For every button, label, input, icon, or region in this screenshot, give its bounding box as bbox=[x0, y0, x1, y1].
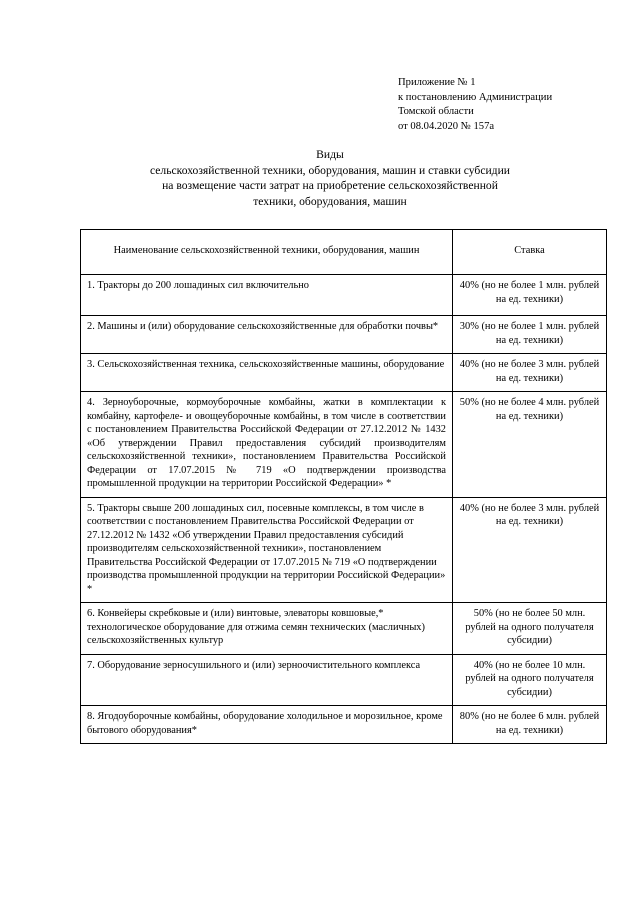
table-row bbox=[81, 497, 607, 603]
row-rate: 50% (но не более 50 млн. рублей на одного получателя субсидии) bbox=[453, 603, 607, 655]
row-rate: 40% (но не более 3 млн. рублей на ед. техники) bbox=[453, 497, 607, 603]
table-row bbox=[81, 275, 607, 316]
table-row bbox=[81, 354, 607, 392]
row-rate: 80% (но не более 6 млн. рублей на ед. техники) bbox=[453, 706, 607, 744]
header-rate: Ставка bbox=[453, 230, 607, 275]
appendix-line: к постановлению Администрации bbox=[398, 91, 553, 103]
appendix-line: Приложение № 1 bbox=[398, 77, 476, 88]
row-rate: 30% (но не более 1 млн. рублей на ед. техники) bbox=[453, 316, 607, 354]
row-rate: 40% (но не более 1 млн. рублей на ед. техники) bbox=[453, 275, 607, 316]
row-rate: 50% (но не более 4 млн. рублей на ед. техники) bbox=[453, 392, 607, 498]
title-line: на возмещение части затрат на приобретение сельскохозяйственной bbox=[162, 179, 498, 192]
row-name: 2. Машины и (или) оборудование сельскохозяйственные для обработки почвы* bbox=[81, 316, 453, 354]
row-rate: 40% (но не более 10 млн. рублей на одного получателя субсидии) bbox=[453, 654, 607, 706]
table-header-row bbox=[81, 230, 607, 275]
row-name: 1. Тракторы до 200 лошадиных сил включительно bbox=[81, 275, 453, 316]
row-name: 6. Конвейеры скребковые и (или) винтовые, элеваторы ковшовые,* технологическое оборудование для отжима семян технических (масличных) сельскохозяйственных культур bbox=[81, 603, 453, 655]
row-name: 5. Тракторы свыше 200 лошадиных сил, посевные комплексы, в том числе в соответствии с постановлением Правительства Российской Федерации от 27.12.2012 № 1432 «Об утверждении Правил предоставления субсидий производителям сельскохозяйственной техники», постановлением Правительства Российской Федерации от 17.07.2015 № 719 «О подтверждении производства промышленной продукции на территории Российской Федерации» * bbox=[81, 497, 453, 603]
row-name: 3. Сельскохозяйственная техника, сельскохозяйственные машины, оборудование bbox=[81, 354, 453, 392]
table-row bbox=[81, 316, 607, 354]
row-name: 7. Оборудование зерносушильного и (или) зерноочистительного комплекса bbox=[81, 654, 453, 706]
row-rate: 40% (но не более 3 млн. рублей на ед. техники) bbox=[453, 354, 607, 392]
header-name: Наименование сельскохозяйственной техники, оборудования, машин bbox=[81, 230, 453, 275]
appendix-header bbox=[398, 76, 552, 134]
title-line: техники, оборудования, машин bbox=[253, 194, 407, 208]
subsidy-rates-table bbox=[80, 229, 607, 744]
table-row bbox=[81, 603, 607, 655]
row-name: 4. Зерноуборочные, кормоуборочные комбайны, жатки в комплектации к комбайну, картофеле- и овощеуборочные комбайны, в том числе в соответствии с постановлением Правительства Российской Федерации от 27.12.2012 № 1432 «Об утверждении Правил предоставления субсидий производителям сельскохозяйственной техники», постановлением Правительства Российской Федерации от 17.07.2015 № 719 «О подтверждении производства промышленной продукции на территории Российской Федерации» * bbox=[81, 392, 453, 498]
table-row bbox=[81, 654, 607, 706]
table-row bbox=[81, 392, 607, 498]
table-row bbox=[81, 706, 607, 744]
document-title bbox=[60, 147, 600, 209]
appendix-line: Томской области bbox=[398, 106, 474, 117]
row-name: 8. Ягодоуборочные комбайны, оборудование холодильное и морозильное, кроме бытового оборудования* bbox=[81, 706, 453, 744]
title-line: Виды bbox=[316, 148, 344, 161]
title-line: сельскохозяйственной техники, оборудования, машин и ставки субсидии bbox=[150, 163, 510, 177]
appendix-line: от 08.04.2020 № 157а bbox=[398, 120, 495, 132]
